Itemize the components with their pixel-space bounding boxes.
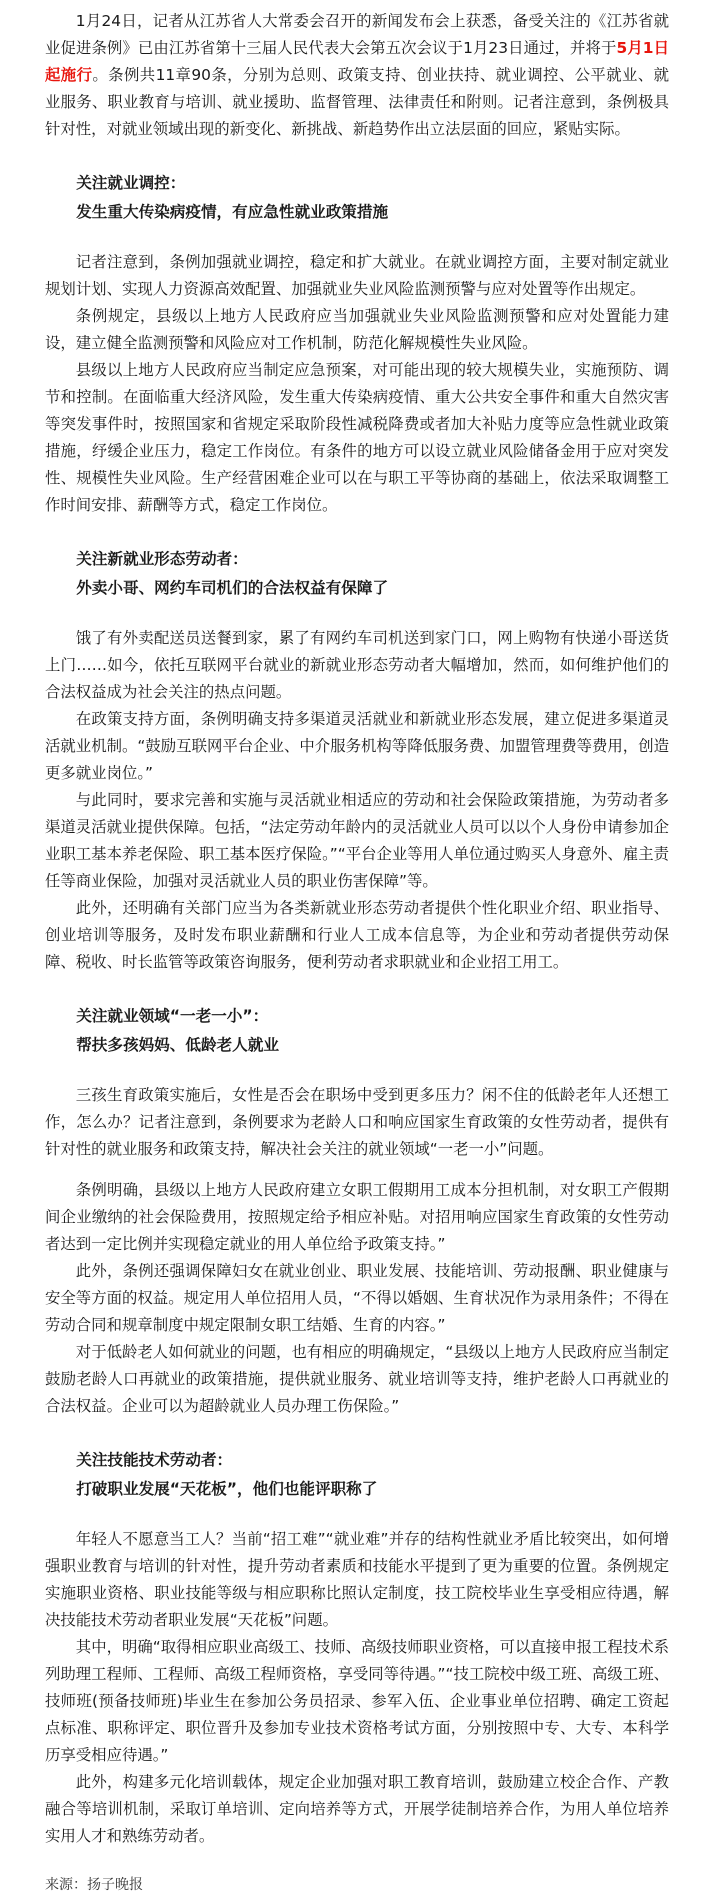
section-heading — [45, 1446, 669, 1504]
section-heading-subtitle: 外卖小哥、网约车司机们的合法权益有保障了 — [76, 579, 389, 597]
section-heading — [45, 169, 669, 227]
section-heading-subtitle: 打破职业发展“天花板”，他们也能评职称了 — [76, 1480, 378, 1498]
paragraph: 在政策支持方面，条例明确支持多渠道灵活就业和新就业形态发展，建立促进多渠道灵活就业机制。“鼓励互联网平台企业、中介服务机构等降低服务费、加盟管理费等费用，创造更多就业岗位。” — [45, 710, 669, 782]
paragraph: 饿了有外卖配送员送餐到家，累了有网约车司机送到家门口，网上购物有快递小哥送货上门……如今，依托互联网平台就业的新就业形态劳动者大幅增加，然而，如何维护他们的合法权益成为社会关注的热点问题。 — [45, 629, 669, 701]
section-heading-topic: 关注就业调控： — [76, 174, 186, 192]
section-heading-topic: 关注新就业形态劳动者： — [76, 550, 248, 568]
section-heading — [45, 545, 669, 603]
section-employment-regulation — [45, 169, 669, 519]
paragraph: 与此同时，要求完善和实施与灵活就业相适应的劳动和社会保险政策措施，为劳动者多渠道灵活就业提供保障。包括，“法定劳动年龄内的灵活就业人员可以以个人身份申请参加企业职工基本养老保险、职工基本医疗保险。”“平台企业等用人单位通过购买人身意外、雇主责任等商业保险，加强对灵活就业人员的职业伤害保障”等。 — [45, 791, 669, 890]
paragraph: 其中，明确“取得相应职业高级工、技师、高级技师职业资格，可以直接申报工程技术系列助理工程师、工程师、高级工程师资格，享受同等待遇。”“技工院校中级工班、高级工班、技师班(预备技师班)毕业生在参加公务员招录、参军入伍、企业事业单位招聘、确定工资起点标准、职称评定、职位晋升及参加专业技术资格考试方面，分别按照中专、大专、本科学历享受相应待遇。” — [45, 1638, 669, 1764]
section-old-and-young — [45, 1002, 669, 1420]
paragraph: 此外，还明确有关部门应当为各类新就业形态劳动者提供个性化职业介绍、职业指导、创业培训等服务，及时发布职业薪酬和行业人工成本信息等，为企业和劳动者提供劳动保障、税收、时长监管等政策咨询服务，便利劳动者求职就业和企业招工用工。 — [45, 899, 669, 971]
paragraph: 年轻人不愿意当工人？当前“招工难”“就业难”并存的结构性就业矛盾比较突出，如何增强职业教育与培训的针对性，提升劳动者素质和技能水平提到了更为重要的位置。条例规定实施职业资格、职业技能等级与相应职称比照认定制度，技工院校毕业生享受相应待遇，解决技能技术劳动者职业发展“天花板”问题。 — [45, 1530, 669, 1629]
paragraph: 条例规定，县级以上地方人民政府应当加强就业失业风险监测预警和应对处置能力建设，建立健全监测预警和风险应对工作机制，防范化解规模性失业风险。 — [45, 307, 669, 352]
section-heading-subtitle: 帮扶多孩妈妈、低龄老人就业 — [76, 1036, 279, 1054]
paragraph: 此外，构建多元化培训载体，规定企业加强对职工教育培训，鼓励建立校企合作、产教融合等培训机制，采取订单培训、定向培养等方式，开展学徒制培养合作，为用人单位培养实用人才和熟练劳动者。 — [45, 1773, 669, 1845]
paragraph: 三孩生育政策实施后，女性是否会在职场中受到更多压力？闲不住的低龄老年人还想工作，怎么办？记者注意到，条例要求为老龄人口和响应国家生育政策的女性劳动者，提供有针对性的就业服务和政策支持，解决社会关注的就业领域“一老一小”问题。 — [45, 1086, 669, 1158]
section-heading-topic: 关注技能技术劳动者： — [76, 1451, 233, 1469]
paragraph: 此外，条例还强调保障妇女在就业创业、职业发展、技能培训、劳动报酬、职业健康与安全等方面的权益。规定用人单位招用人员，“不得以婚姻、生育状况作为录用条件；不得在劳动合同和规章制度中规定限制女职工结婚、生育的内容。” — [45, 1262, 669, 1334]
section-heading — [45, 1002, 669, 1060]
article-source: 来源：扬子晚报 — [45, 1877, 143, 1893]
section-heading-subtitle: 发生重大传染病疫情，有应急性就业政策措施 — [76, 203, 389, 221]
section-new-employment-forms — [45, 545, 669, 976]
intro-paragraph: 1月24日，记者从江苏省人大常委会召开的新闻发布会上获悉，备受关注的《江苏省就业促进条例》已由江苏省第十三届人民代表大会第五次会议于1月23日通过，并将于5月1日起施行。条例共11章90条，分别为总则、政策支持、创业扶持、就业调控、公平就业、就业服务、职业教育与培训、就业援助、监督管理、法律责任和附则。记者注意到，条例极具针对性，对就业领域出现的新变化、新挑战、新趋势作出立法层面的回应，紧贴实际。 — [45, 12, 669, 138]
paragraph: 记者注意到，条例加强就业调控，稳定和扩大就业。在就业调控方面，主要对制定就业规划计划、实现人力资源高效配置、加强就业失业风险监测预警与应对处置等作出规定。 — [45, 253, 669, 298]
section-skilled-workers — [45, 1446, 669, 1850]
effective-date-highlight: 5月1日起施行 — [45, 39, 669, 84]
section-heading-topic: 关注就业领域“一老一小”： — [76, 1007, 269, 1025]
paragraph: 对于低龄老人如何就业的问题，也有相应的明确规定，“县级以上地方人民政府应当制定鼓励老龄人口再就业的政策措施，提供就业服务、就业培训等支持，维护老龄人口再就业的合法权益。企业可以为超龄就业人员办理工伤保险。” — [45, 1343, 669, 1415]
paragraph: 条例明确，县级以上地方人民政府建立女职工假期用工成本分担机制，对女职工产假期间企业缴纳的社会保险费用，按照规定给予相应补贴。对招用响应国家生育政策的女性劳动者达到一定比例并实现稳定就业的用人单位给予政策支持。” — [45, 1181, 669, 1253]
paragraph-gap — [45, 1163, 669, 1177]
paragraph: 县级以上地方人民政府应当制定应急预案，对可能出现的较大规模失业，实施预防、调节和控制。在面临重大经济风险，发生重大传染病疫情、重大公共安全事件和重大自然灾害等突发事件时，按照国家和省规定采取阶段性减税降费或者加大补贴力度等应急性就业政策措施，纾缓企业压力，稳定工作岗位。有条件的地方可以设立就业风险储备金用于应对突发性、规模性失业风险。生产经营困难企业可以在与职工平等协商的基础上，依法采取调整工作时间安排、薪酬等方式，稳定工作岗位。 — [45, 361, 669, 514]
